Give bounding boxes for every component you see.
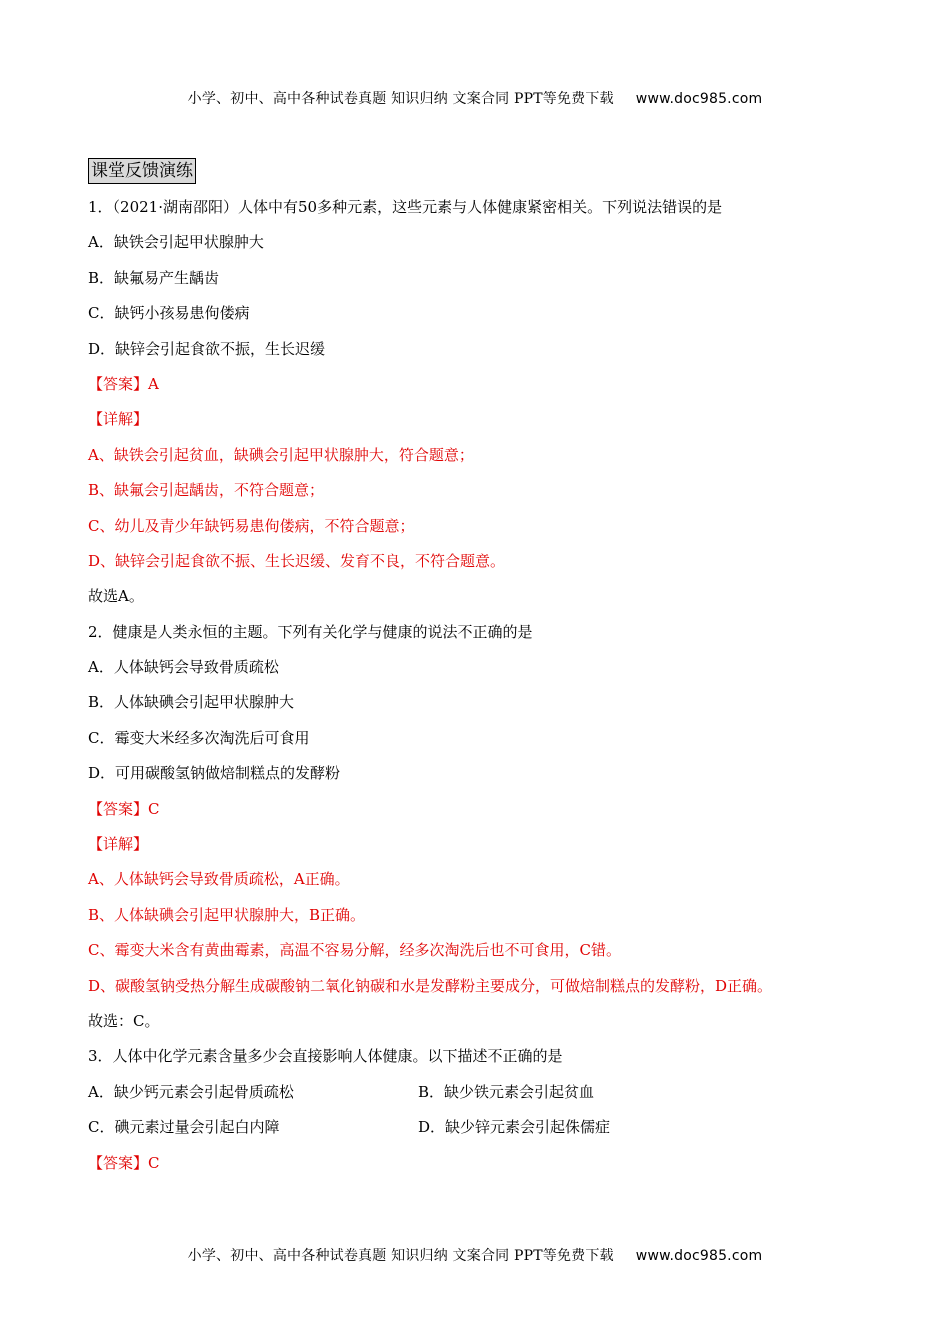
option-a: A．人体缺钙会导致骨质疏松 [88, 658, 279, 677]
explanation-d: D、缺锌会引起食欲不振、生长迟缓、发育不良，不符合题意。 [88, 551, 506, 570]
page-footer [0, 1245, 950, 1265]
option-a: A．缺铁会引起甲状腺肿大 [88, 233, 264, 252]
header-text: 小学、初中、高中各种试卷真题 知识归纳 文案合同 PPT等免费下载 [187, 91, 614, 107]
option-b: B．缺少铁元素会引起贫血 [418, 1082, 595, 1101]
question-2 [88, 615, 868, 1040]
option-c: C．缺钙小孩易患佝偻病 [88, 304, 250, 323]
explanation-b: B、缺氟会引起龋齿，不符合题意； [88, 481, 325, 500]
option-d: D．缺少锌元素会引起侏儒症 [418, 1118, 611, 1137]
explanation-a: A、缺铁会引起贫血，缺碘会引起甲状腺肿大，符合题意； [88, 445, 474, 464]
option-d: D．缺锌会引起食欲不振，生长迟缓 [88, 339, 326, 358]
question-stem: 2．健康是人类永恒的主题。下列有关化学与健康的说法不正确的是 [88, 622, 533, 641]
options-row-1 [88, 1075, 868, 1110]
options-row-2 [88, 1110, 868, 1145]
header-site-link[interactable]: www.doc985.com [635, 91, 763, 107]
conclusion: 故选A。 [88, 587, 144, 606]
question-3 [88, 1039, 868, 1181]
explanation-a: A、人体缺钙会导致骨质疏松，A正确。 [88, 870, 350, 889]
option-d: D．可用碳酸氢钠做焙制糕点的发酵粉 [88, 764, 341, 783]
explanation-b: B、人体缺碘会引起甲状腺肿大，B正确。 [88, 905, 366, 924]
explanation-d: D、碳酸氢钠受热分解生成碳酸钠二氧化钠碳和水是发酵粉主要成分，可做焙制糕点的发酵粉，D正确。 [88, 976, 773, 995]
question-stem: 1．（2021·湖南邵阳）人体中有50多种元素，这些元素与人体健康紧密相关。下列说法错误的是 [88, 198, 723, 216]
option-a: A．缺少钙元素会引起骨质疏松 [88, 1082, 294, 1101]
explanation-c: C、幼儿及青少年缺钙易患佝偻病，不符合题意； [88, 516, 415, 535]
footer-site-link[interactable]: www.doc985.com [635, 1248, 763, 1264]
detail-label: 【详解】 [88, 835, 149, 854]
question-1 [88, 190, 868, 615]
section-title: 课堂反馈演练 [88, 158, 196, 184]
option-c: C．碘元素过量会引起白内障 [88, 1118, 280, 1137]
page-header [0, 88, 950, 108]
question-stem: 3．人体中化学元素含量多少会直接影响人体健康。以下描述不正确的是 [88, 1047, 563, 1066]
answer-label: 【答案】A [88, 374, 159, 393]
detail-label: 【详解】 [88, 410, 149, 429]
answer-label: 【答案】C [88, 1153, 160, 1172]
answer-label: 【答案】C [88, 799, 160, 818]
conclusion: 故选：C。 [88, 1011, 160, 1030]
footer-text: 小学、初中、高中各种试卷真题 知识归纳 文案合同 PPT等免费下载 [187, 1248, 614, 1264]
document-content [88, 158, 868, 1181]
explanation-c: C、霉变大米含有黄曲霉素，高温不容易分解，经多次淘洗后也不可食用，C错。 [88, 941, 621, 960]
option-c: C．霉变大米经多次淘洗后可食用 [88, 728, 310, 747]
option-b: B．人体缺碘会引起甲状腺肿大 [88, 693, 295, 712]
option-b: B．缺氟易产生龋齿 [88, 268, 220, 287]
